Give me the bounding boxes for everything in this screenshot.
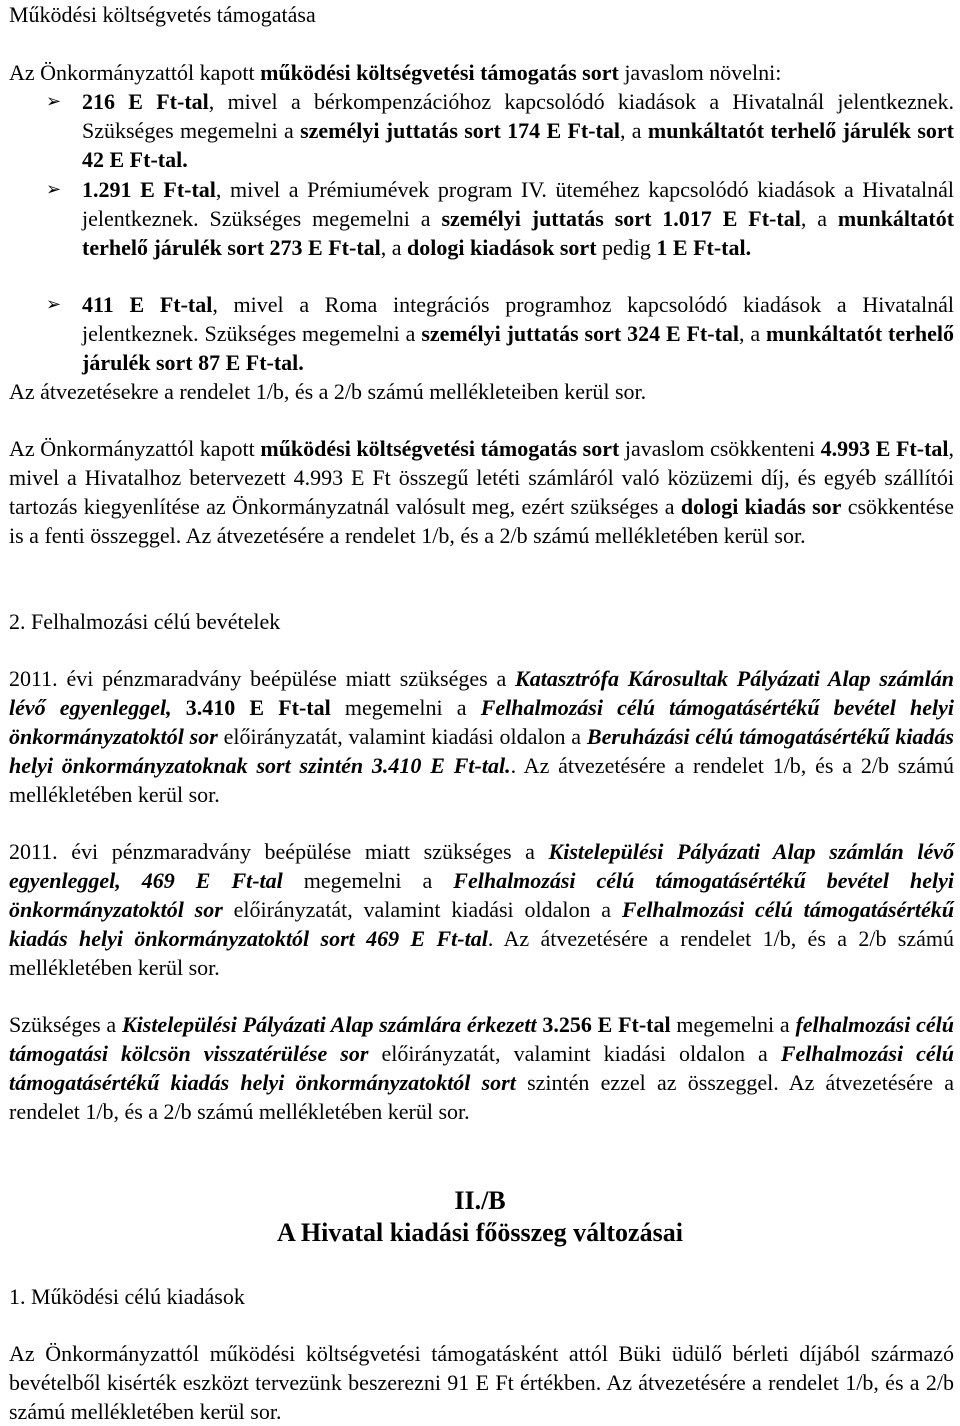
part-title: A Hivatal kiadási főösszeg változásai [277,1218,683,1247]
paragraph-buki: Az Önkormányzattól működési költségvetési támogatásként attól Büki üdülő bérleti díjából származó bevételből kisérték eszközt tervezünk beszerezni 91 E Ft értékben. Az átvezetésére a rendelet 1/b, és a 2/b számú mellékletében kerül sor. [9,1341,954,1424]
paragraph-footer: Az átvezetésekre a rendelet 1/b, és a 2/b számú mellékleteiben kerül sor. [9,379,647,404]
paragraph-kolcson: Szükséges a Kistelepülési Pályázati Alap számlára érkezett 3.256 E Ft-tal megemelni a felhalmozási célú támogatási kölcsön visszatérülése sor előirányzatát, valamint kiadási oldalon a Felhalmozási célú támogatásértékű kiadás helyi önkormányzatoktól sort szintén ezzel az összeggel. Az átvezetésére a rendelet 1/b, és a 2/b számú mellékletében kerül sor. [9,1012,955,1124]
bullet-item: 216 E Ft-tal, mivel a bérkompenzációhoz kapcsolódó kiadások a Hivatalnál jelentkeznek. Szükséges megemelni a személyi juttatás sort 174 E Ft-tal, a munkáltatót terhelő járulék sort 42 E Ft-tal. [82,89,955,172]
bullet-arrow-icon: ➢ [46,294,62,314]
section-heading: Működési költségvetés támogatása [9,2,316,27]
paragraph-kistelepulesi: 2011. évi pénzmaradvány beépülése miatt szükséges a Kistelepülési Pályázati Alap számlán lévő egyenleggel, 469 E Ft-tal megemelni a Felhalmozási célú támogatásértékű bevétel helyi önkormányzatoktól sor előirányzatát, valamint kiadási oldalon a Felhalmozási célú támogatásértékű kiadás helyi önkormányzatoktól sort 469 E Ft-tal. Az átvezetésére a rendelet 1/b, és a 2/b számú mellékletében kerül sor. [9,839,955,980]
bullet-arrow-icon: ➢ [46,179,62,199]
paragraph-katasztrofa: 2011. évi pénzmaradvány beépülése miatt szükséges a Katasztrófa Károsultak Pályázati Alap számlán lévő egyenleggel, 3.410 E Ft-tal megemelni a Felhalmozási célú támogatásértékű bevétel helyi önkormányzatoktól sor előirányzatát, valamint kiadási oldalon a Beruházási célú támogatásértékű kiadás helyi önkormányzatoknak sort szintén 3.410 E Ft-tal.. Az átvezetésére a rendelet 1/b, és a 2/b számú mellékletében kerül sor. [9,666,955,807]
paragraph-decrease: Az Önkormányzattól kapott működési költségvetési támogatás sort javaslom csökkenteni 4.993 E Ft-tal, mivel a Hivatalhoz betervezett 4.993 E Ft összegű letéti számláról való közüzemi díj, és egyéb szállítói tartozás kiegyenlítése az Önkormányzatnál valósult meg, ezért szükséges a dologi kiadás sor csökkentése is a fenti összeggel. Az átvezetésére a rendelet 1/b, és a 2/b számú mellékletében kerül sor. [9,436,955,548]
section-heading-2: 2. Felhalmozási célú bevételek [9,609,281,634]
bullet-arrow-icon: ➢ [46,91,62,111]
subsection-heading: 1. Működési célú kiadások [9,1284,245,1309]
bullet-item: 1.291 E Ft-tal, mivel a Prémiumévek program IV. üteméhez kapcsolódó kiadások a Hivatalnál jelentkeznek. Szükséges megemelni a személyi juttatás sort 1.017 E Ft-tal, a munkáltatót terhelő járulék sort 273 E Ft-tal, a dologi kiadások sort pedig 1 E Ft-tal. [82,177,955,260]
paragraph-intro: Az Önkormányzattól kapott működési költségvetési támogatás sort javaslom növelni: [9,60,782,85]
part-code: II./B [454,1186,506,1215]
bullet-item: 411 E Ft-tal, mivel a Roma integrációs programhoz kapcsolódó kiadások a Hivatalnál jelentkeznek. Szükséges megemelni a személyi juttatás sort 324 E Ft-tal, a munkáltatót terhelő járulék sort 87 E Ft-tal. [82,292,955,375]
